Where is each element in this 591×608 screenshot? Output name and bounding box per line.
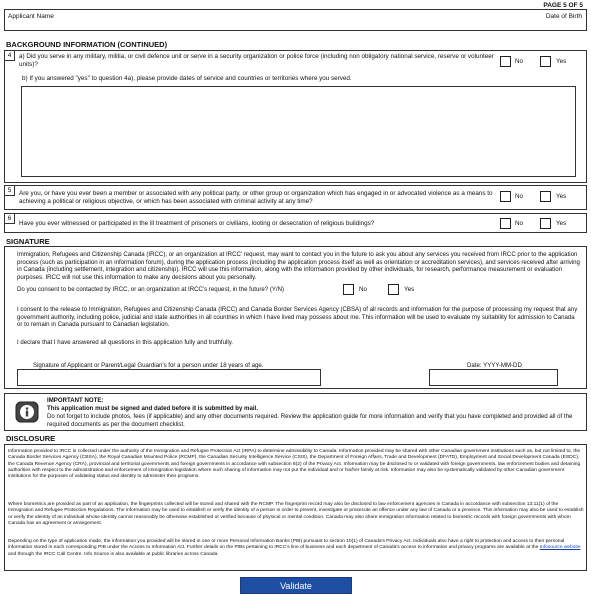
question-4a-text: a) Did you serve in any military, militia, or civil defence unit or serve in a security organization or police force (including non obligatory national service, reserve or volunteer units)?: [19, 53, 494, 68]
consent-no-checkbox[interactable]: [343, 284, 354, 295]
question-5-block: [4, 185, 587, 210]
question-4-yes-label: Yes: [556, 58, 567, 65]
infosource-link[interactable]: Infosource website: [539, 545, 581, 551]
question-6-no-label: No: [515, 220, 524, 227]
consent-question: Do you consent to be contacted by IRCC, or an organization at IRCC's request, in the future? (Y/N): [17, 286, 285, 293]
question-6-block: [4, 213, 587, 233]
release-consent-paragraph: I consent to the release to Immigration, Refugees and Citizenship Canada (IRCC) and Canada Border Services Agency (CBSA) of all records and information for the purpose of processing my request that any government authority, including police, judicial and state authorities in all countries in which I have lived may possess about me. This information will be used to evaluate my suitability for admission to Canada or to remain in Canada pursuant to Canadian legislation.: [17, 306, 578, 329]
question-4-no-label: No: [515, 58, 524, 65]
signature-field[interactable]: [17, 369, 321, 386]
date-label: Date: YYYY-MM-DD: [467, 362, 522, 369]
validate-button[interactable]: Validate: [240, 577, 352, 594]
applicant-header: [4, 9, 587, 31]
disclosure-paragraph-2: Where biometrics are provided as part of an application, the fingerprints collected will be stored and shared with the RCMP. The fingerprint record may also be disclosed to law enforcement agencies in Canada in accordance with subsection 13.11(1) of the Immigration and Refugee Protection Regulations. The information may be used to establish or verify the identity of a person in order to prevent, investigate or prosecute an offence under any law of Canada or a province. This information may also be used to establish or verify the identity of an individual whose identity cannot reasonably be otherwise established or verified because of physical or mental condition. Canada may also share immigration information related to biometric records with foreign governments with whom Canada has an agreement or arrangement.: [8, 502, 584, 526]
info-icon: [15, 401, 39, 423]
question-4-block: [4, 50, 587, 183]
background-section-title: BACKGROUND INFORMATION (CONTINUED): [6, 40, 168, 49]
signature-label: Signature of Applicant or Parent/Legal Guardian's for a person under 18 years of age.: [33, 362, 264, 369]
question-6-yes-checkbox[interactable]: [540, 218, 551, 229]
applicant-name-label: Applicant Name: [8, 13, 54, 20]
question-5-no-label: No: [515, 193, 524, 200]
signature-block: [4, 246, 587, 389]
consent-yes-checkbox[interactable]: [388, 284, 399, 295]
question-6-yes-label: Yes: [556, 220, 567, 227]
disclosure-paragraph-3: [8, 539, 584, 558]
important-note-line2: Do not forget to include photos, fees (if applicable) and any other documents required. Review the application guide for more information and verify that you have completed and provided all of the required documents as per the document checklist.: [47, 413, 573, 428]
date-of-birth-label: Date of Birth: [545, 13, 582, 20]
important-note-title: IMPORTANT NOTE:: [47, 397, 104, 404]
disclosure-section-title: DISCLOSURE: [6, 434, 56, 443]
date-field[interactable]: [429, 369, 558, 386]
contact-consent-paragraph: Immigration, Refugees and Citizenship Canada (IRCC), or an organization at IRCC' request, may want to contact you in the future to ask you about any services you received from IRCC prior to the application process (such as participation in an information forum), during the application process (including the application process itself as well as orientation or accreditation services), and services received after arriving in Canada (including settlement, integration and citizenship). IRCC will use this information, along with the information provided by other individuals, for research, performance measurement or evaluation purposes. IRCC will not use this information to make any decisions about you personally.: [17, 251, 580, 281]
question-5-no-checkbox[interactable]: [500, 191, 511, 202]
disclosure-paragraph-3-end: and through the IRCC Call Centre. Info Source is also available at public libraries across Canada.: [8, 551, 219, 557]
question-4b-text: b) If you answered "yes" to question 4a), please provide dates of service and countries or territories where you served.: [22, 75, 352, 82]
question-4b-answer-textarea[interactable]: [21, 86, 576, 177]
declaration-text: I declare that I have answered all questions in this application fully and truthfully.: [17, 339, 234, 346]
disclosure-block: [4, 444, 587, 571]
question-5-yes-label: Yes: [556, 193, 567, 200]
question-4-no-checkbox[interactable]: [500, 56, 511, 67]
consent-no-label: No: [359, 286, 368, 293]
important-note-line1: This application must be signed and dated before it is submitted by mail.: [47, 405, 258, 412]
question-6-text: Have you ever witnessed or participated in the ill treatment of prisoners or civilians, looting or desecration of religious buildings?: [19, 220, 375, 227]
question-4-number: 4: [5, 51, 15, 61]
question-5-number: 5: [5, 186, 15, 196]
question-4-yes-checkbox[interactable]: [540, 56, 551, 67]
disclosure-paragraph-1: Information provided to IRCC is collected under the authority of the Immigration and Refugee Protection Act (IRPA) to determine admissibility to Canada. Information provided may be shared with other Canadian government institutions such as, but not limited to, the Canada Border Services Agency (CBSA), the Royal Canadian Mounted Police (RCMP), the Canadian Security Intelligence Service (CSIS), the Department of Foreign Affairs, Trade and Development (DFATD), Employment and Social Development Canada (ESDC), the Canada Revenue Agency (CRA), provincial and territorial governments and foreign governments in accordance with subsection 8(2) of the Privacy Act. Information may be disclosed to or validated with foreign governments, law enforcement bodies and detaining authorities with respect to the administration and enforcement of immigration legislation where such sharing of information may not put the individual and or his/her family at risk. Information may also be systematically validated by other Canadian government institutions for the purposes of validating status and identity to administer their programs.: [8, 449, 581, 480]
disclosure-paragraph-3-start: Depending on the type of application made, the information you provided will be stored in one or more Personal Information Banks (PIB) pursuant to section 10(1) of Canada's Privacy Act. Individuals also have a right to protection and access to their personal information stored in each corresponding PIB under the Access to Information Act. Further details on the PIBs pertaining to IRCC's line of business and each department of Canada's access to information and privacy programs are available at the: [8, 539, 565, 551]
page-number: PAGE 5 OF 5: [543, 2, 583, 9]
question-5-yes-checkbox[interactable]: [540, 191, 551, 202]
signature-section-title: SIGNATURE: [6, 237, 50, 246]
consent-yes-label: Yes: [404, 286, 415, 293]
question-6-number: 6: [5, 214, 15, 224]
important-note-block: [4, 393, 587, 431]
question-5-text: Are you, or have you ever been a member or associated with any political party, or other group or organization which has engaged in or advocated violence as a means to achieving a political or religious objective, or which has been associated with criminal activity at any time?: [19, 190, 493, 205]
question-6-no-checkbox[interactable]: [500, 218, 511, 229]
